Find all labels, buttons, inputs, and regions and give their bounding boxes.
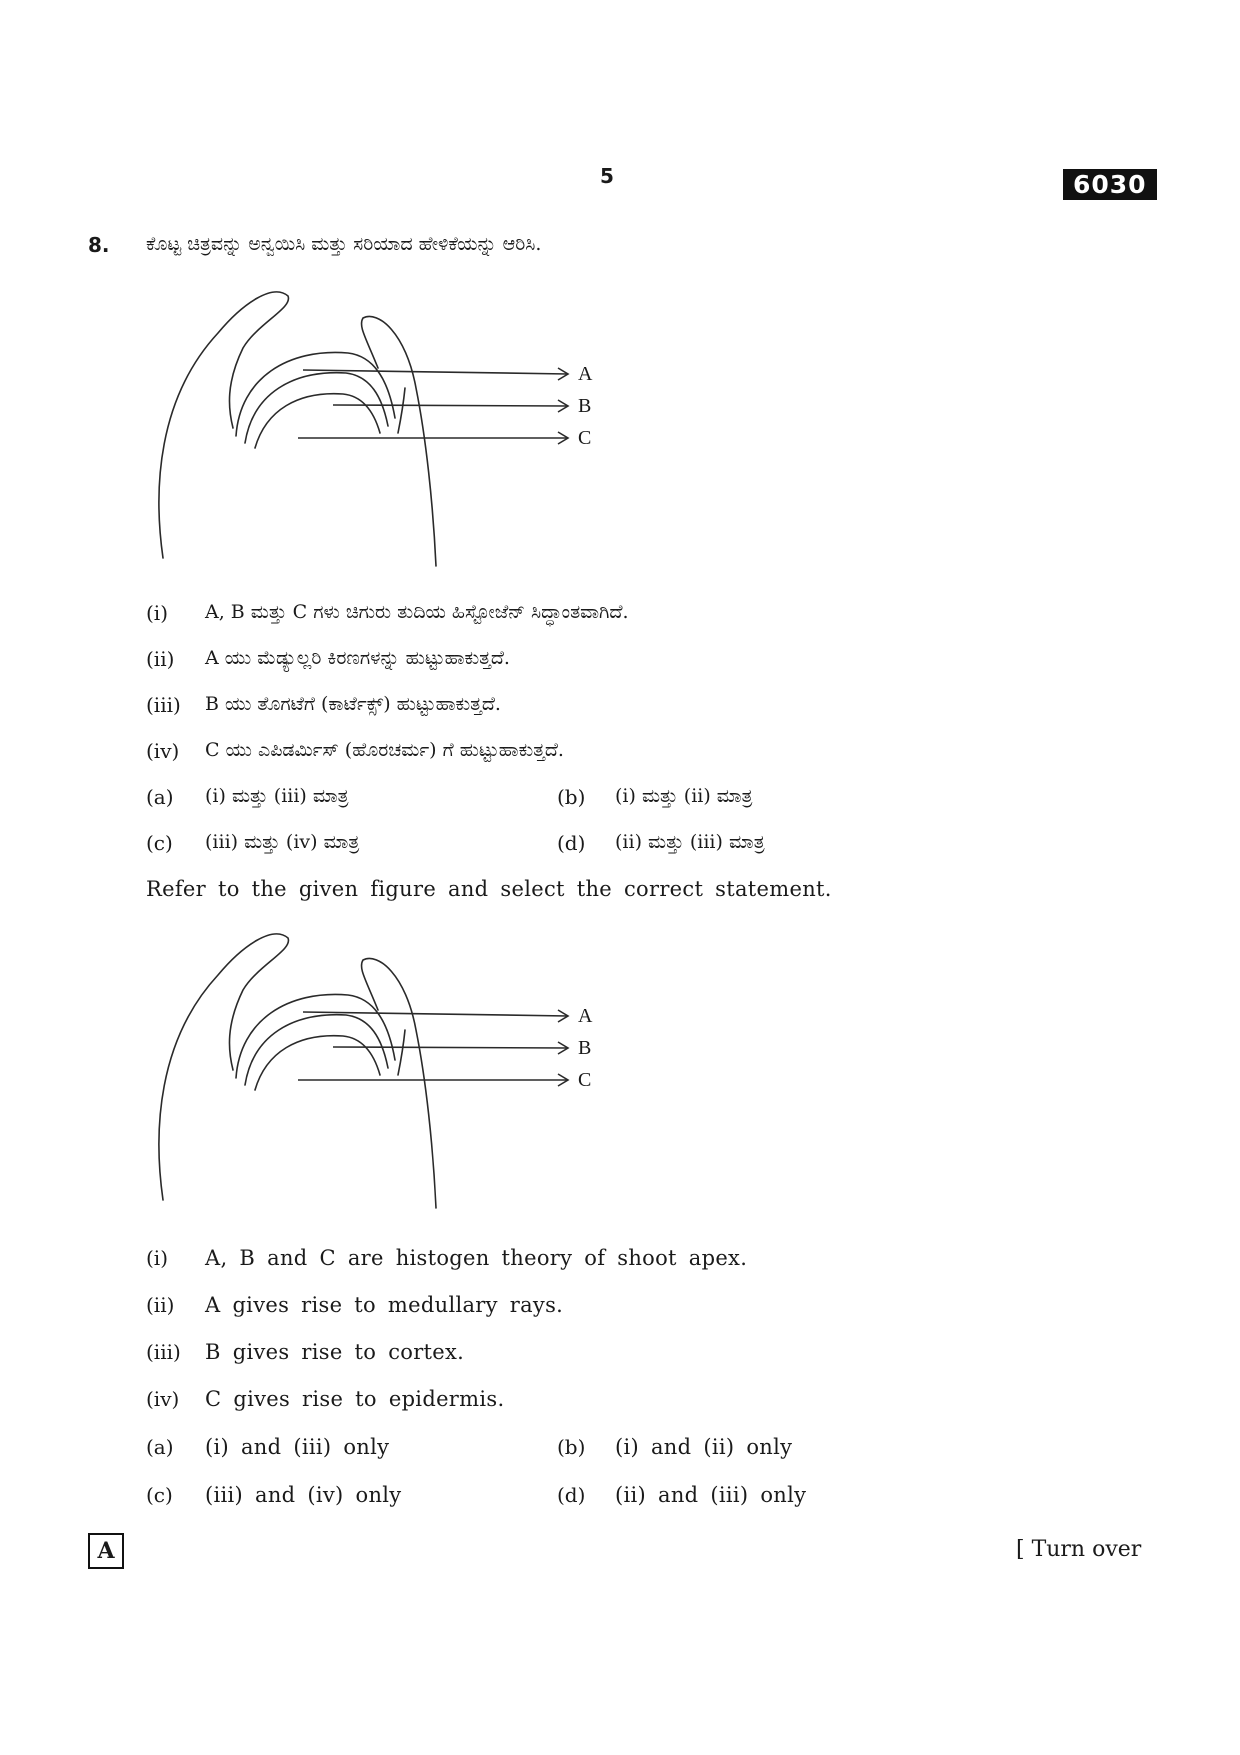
- statement-english-text: A, B and C are histogen theory of shoot apex.: [205, 1246, 748, 1270]
- option-letter: (a): [146, 1435, 174, 1459]
- statement-roman: (iv): [146, 1387, 180, 1411]
- option-kannada-b[interactable]: (i) ಮತ್ತು (ii) ಮಾತ್ರ: [615, 785, 753, 807]
- label-a: A: [578, 1005, 593, 1027]
- right-leaf-primordium: [361, 958, 436, 1208]
- tunica-layer-3: [255, 1036, 380, 1090]
- option-english-c[interactable]: (iii) and (iv) only: [205, 1483, 402, 1507]
- label-c: C: [578, 1069, 592, 1091]
- version-box: A: [88, 1533, 124, 1569]
- statement-english-text: C gives rise to epidermis.: [205, 1387, 505, 1411]
- label-b: B: [578, 1037, 592, 1059]
- label-a: A: [578, 363, 593, 385]
- option-letter: (c): [146, 831, 173, 855]
- outer-outline: [159, 934, 289, 1200]
- arrow-b-line: [333, 405, 568, 406]
- right-leaf-primordium: [361, 316, 436, 566]
- statement-kannada-text: A, B ಮತ್ತು C ಗಳು ಚಿಗುರು ತುದಿಯ ಹಿಸ್ಟೋಜೆನ್ ಸಿದ್ಧಾಂತವಾಗಿದೆ.: [205, 601, 629, 623]
- option-letter: (b): [557, 1435, 586, 1459]
- label-b: B: [578, 395, 592, 417]
- shoot-apex-diagram: [148, 288, 608, 588]
- statement-roman: (iv): [146, 739, 180, 763]
- option-english-a[interactable]: (i) and (iii) only: [205, 1435, 390, 1459]
- page-number: 5: [600, 164, 614, 188]
- statement-roman: (iii): [146, 693, 181, 717]
- option-letter: (c): [146, 1483, 173, 1507]
- paper-code-badge: 6030: [1063, 169, 1157, 200]
- statement-english-text: A gives rise to medullary rays.: [205, 1293, 564, 1317]
- shoot-apex-figure-kannada: [148, 288, 608, 588]
- tunica-layer-3: [255, 394, 380, 448]
- option-letter: (d): [557, 831, 586, 855]
- arrow-b-line: [333, 1047, 568, 1048]
- statement-roman: (iii): [146, 1340, 181, 1364]
- question-number: 8.: [88, 233, 110, 257]
- outer-outline: [159, 292, 289, 558]
- statement-kannada-text: A ಯು ಮೆಡ್ಯುಲ್ಲರಿ ಕಿರಣಗಳನ್ನು ಹುಟ್ಟುಹಾಕುತ್ತದೆ.: [205, 647, 510, 669]
- option-kannada-a[interactable]: (i) ಮತ್ತು (iii) ಮಾತ್ರ: [205, 785, 349, 807]
- statement-roman: (i): [146, 1246, 169, 1270]
- statement-kannada-text: B ಯು ತೊಗಟೆಗೆ (ಕಾರ್ಟೆಕ್ಸ್) ಹುಟ್ಟುಹಾಕುತ್ತದೆ.: [205, 693, 501, 715]
- turn-over-note: [ Turn over: [1016, 1537, 1142, 1562]
- inner-line: [398, 388, 405, 433]
- option-letter: (b): [557, 785, 586, 809]
- statement-roman: (i): [146, 601, 169, 625]
- option-english-d[interactable]: (ii) and (iii) only: [615, 1483, 807, 1507]
- label-c: C: [578, 427, 592, 449]
- inner-line: [398, 1030, 405, 1075]
- shoot-apex-diagram: [148, 930, 608, 1230]
- option-letter: (d): [557, 1483, 586, 1507]
- option-kannada-c[interactable]: (iii) ಮತ್ತು (iv) ಮಾತ್ರ: [205, 831, 360, 853]
- tunica-layer-1: [236, 994, 395, 1078]
- option-kannada-d[interactable]: (ii) ಮತ್ತು (iii) ಮಾತ್ರ: [615, 831, 765, 853]
- statement-roman: (ii): [146, 647, 175, 671]
- option-english-b[interactable]: (i) and (ii) only: [615, 1435, 793, 1459]
- question-stem-english: Refer to the given figure and select the correct statement.: [146, 877, 832, 901]
- question-stem-kannada: ಕೊಟ್ಟ ಚಿತ್ರವನ್ನು ಅನ್ವಯಿಸಿ ಮತ್ತು ಸರಿಯಾದ ಹೇಳಿಕೆಯನ್ನು ಆರಿಸಿ.: [146, 233, 542, 255]
- statement-english-text: B gives rise to cortex.: [205, 1340, 465, 1364]
- tunica-layer-2: [245, 373, 388, 443]
- tunica-layer-2: [245, 1015, 388, 1085]
- option-letter: (a): [146, 785, 174, 809]
- statement-kannada-text: C ಯು ಎಪಿಡರ್ಮಿಸ್ (ಹೊರಚರ್ಮ) ಗೆ ಹುಟ್ಟುಹಾಕುತ್ತದೆ.: [205, 739, 564, 761]
- tunica-layer-1: [236, 352, 395, 436]
- statement-roman: (ii): [146, 1293, 175, 1317]
- shoot-apex-figure-english: [148, 930, 608, 1230]
